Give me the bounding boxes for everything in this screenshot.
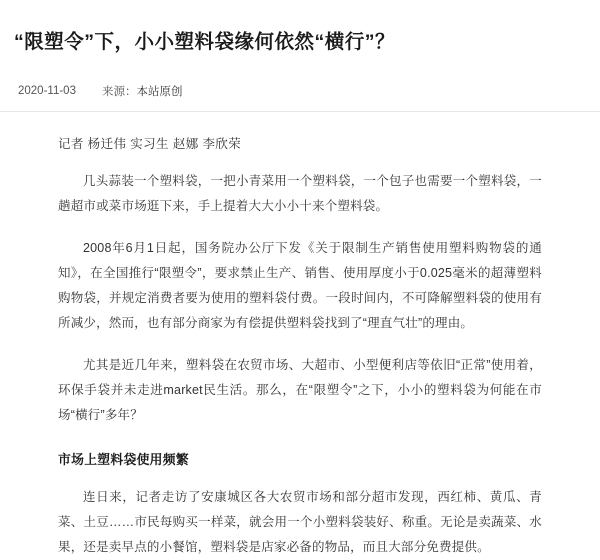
article-body — [0, 112, 600, 560]
source-value: 本站原创 — [136, 86, 183, 99]
paragraph: 2008年6月1日起，国务院办公厅下发《关于限制生产销售使用塑料购物袋的通知》，在全国推行“限塑令”，要求禁止生产、销售、使用厚度小于0.025毫米的超薄塑料购物袋，并规定消费者要为使用的塑料袋付费。一段时间内，不可降解塑料袋的使用有所减少，然而，也有部分商家为有偿提供塑料袋找到了“理直气壮”的理由。 — [58, 241, 542, 331]
paragraph: 连日来，记者走访了安康城区各大农贸市场和部分超市发现，西红柿、黄瓜、青菜、土豆……市民每购买一样菜，就会用一个小塑料袋装好、称重。无论是卖蔬菜、水果，还是卖早点的小餐馆，塑料袋是店家必备的物品，而且大部分免费提供。 — [58, 490, 542, 555]
source-label: 来源： — [101, 86, 137, 99]
paragraph: 尤其是近几年来，塑料袋在农贸市场、大超市、小型便利店等依旧“正常”使用着，环保手袋并未走进market民生活。那么，在“限塑令”之下，小小的塑料袋为何能在市场“横行”多年？ — [58, 358, 542, 423]
section-subheading: 市场上塑料袋使用频繁 — [58, 452, 189, 468]
article-meta — [0, 69, 600, 99]
publish-date: 2020-11-03 — [18, 85, 76, 98]
page-title: “限塑令”下，小小塑料袋缘何依然“横行”？ — [14, 31, 396, 54]
paragraph: 几头蒜装一个塑料袋，一把小青菜用一个塑料袋，一个包子也需要一个塑料袋，一趟超市或菜市场逛下来，手上提着大大小小十来个塑料袋。 — [58, 174, 542, 214]
byline: 记者 杨迁伟 实习生 赵娜 李欣荣 — [58, 137, 242, 152]
article-page — [0, 13, 600, 555]
